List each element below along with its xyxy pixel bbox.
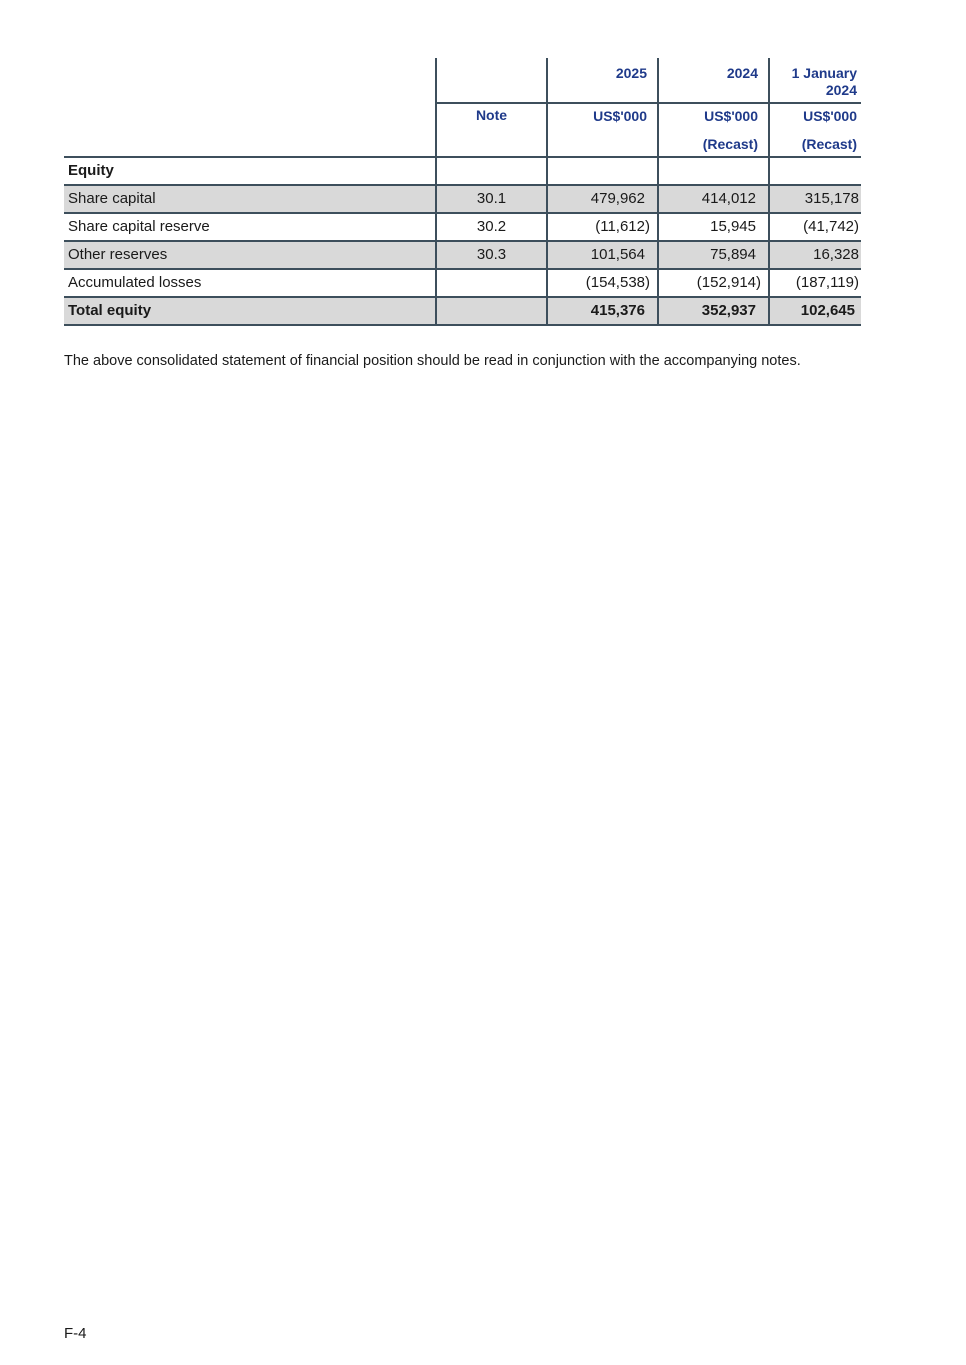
header-col3-line2: 2024 [825,82,857,98]
row-value-2025: (11,612) [546,214,657,240]
section-row-equity [64,158,861,186]
row-value-2024: 414,012 [657,186,768,212]
header-note-blank [435,58,546,102]
section-v3-blank [768,158,861,184]
header-year-2025: 2025 [546,58,657,102]
total-value-jan-2024: 102,645 [768,298,861,324]
row-value-jan-2024: 16,328 [768,242,861,268]
total-value-2025: 415,376 [546,298,657,324]
row-value-2025: 479,962 [546,186,657,212]
row-note: 30.3 [435,242,546,268]
row-value-jan-2024: (187,119) [768,270,861,296]
row-label: Share capital [68,190,156,207]
header-currency-jan-2024: US$'000 [768,102,861,130]
table-row [64,186,861,214]
header-recast-2025 [546,130,657,156]
header-currency-2024: US$'000 [657,102,768,130]
header-blank-2 [64,102,435,130]
row-value-2025: (154,538) [546,270,657,296]
total-value-2024: 352,937 [657,298,768,324]
row-value-jan-2024: 315,178 [768,186,861,212]
header-currency-2025: US$'000 [546,102,657,130]
header-blank-3 [64,130,435,156]
header-row-currency [64,102,861,130]
row-note: 30.1 [435,186,546,212]
row-value-2024: 75,894 [657,242,768,268]
section-label: Equity [68,162,114,179]
section-v2-blank [657,158,768,184]
header-recast-jan-2024: (Recast) [768,130,861,156]
page-number: F-4 [64,1325,87,1342]
row-label: Other reserves [68,246,168,263]
header-year-2024: 2024 [657,58,768,102]
table-row [64,214,861,242]
row-value-2025: 101,564 [546,242,657,268]
header-row-years [64,58,861,102]
row-value-jan-2024: (41,742) [768,214,861,240]
header-col3-line1: 1 January [791,65,857,81]
header-recast-2024: (Recast) [657,130,768,156]
table-row [64,242,861,270]
table-row [64,270,861,298]
total-row [64,298,861,326]
footnote: The above consolidated statement of financial position should be read in conjunction with the accompanying notes. [64,353,801,369]
section-note-blank [435,158,546,184]
header-blank [64,58,435,102]
section-v1-blank [546,158,657,184]
row-note [435,270,546,296]
total-note-blank [435,298,546,324]
header-note: Note [435,102,546,130]
row-label: Accumulated losses [68,274,202,291]
header-note-blank-3 [435,130,546,156]
header-row-recast [64,130,861,158]
row-value-2024: (152,914) [657,270,768,296]
row-label: Share capital reserve [68,218,210,235]
row-note: 30.2 [435,214,546,240]
row-value-2024: 15,945 [657,214,768,240]
header-year-jan-2024 [768,58,861,102]
total-label: Total equity [68,302,152,319]
equity-table [64,58,861,326]
